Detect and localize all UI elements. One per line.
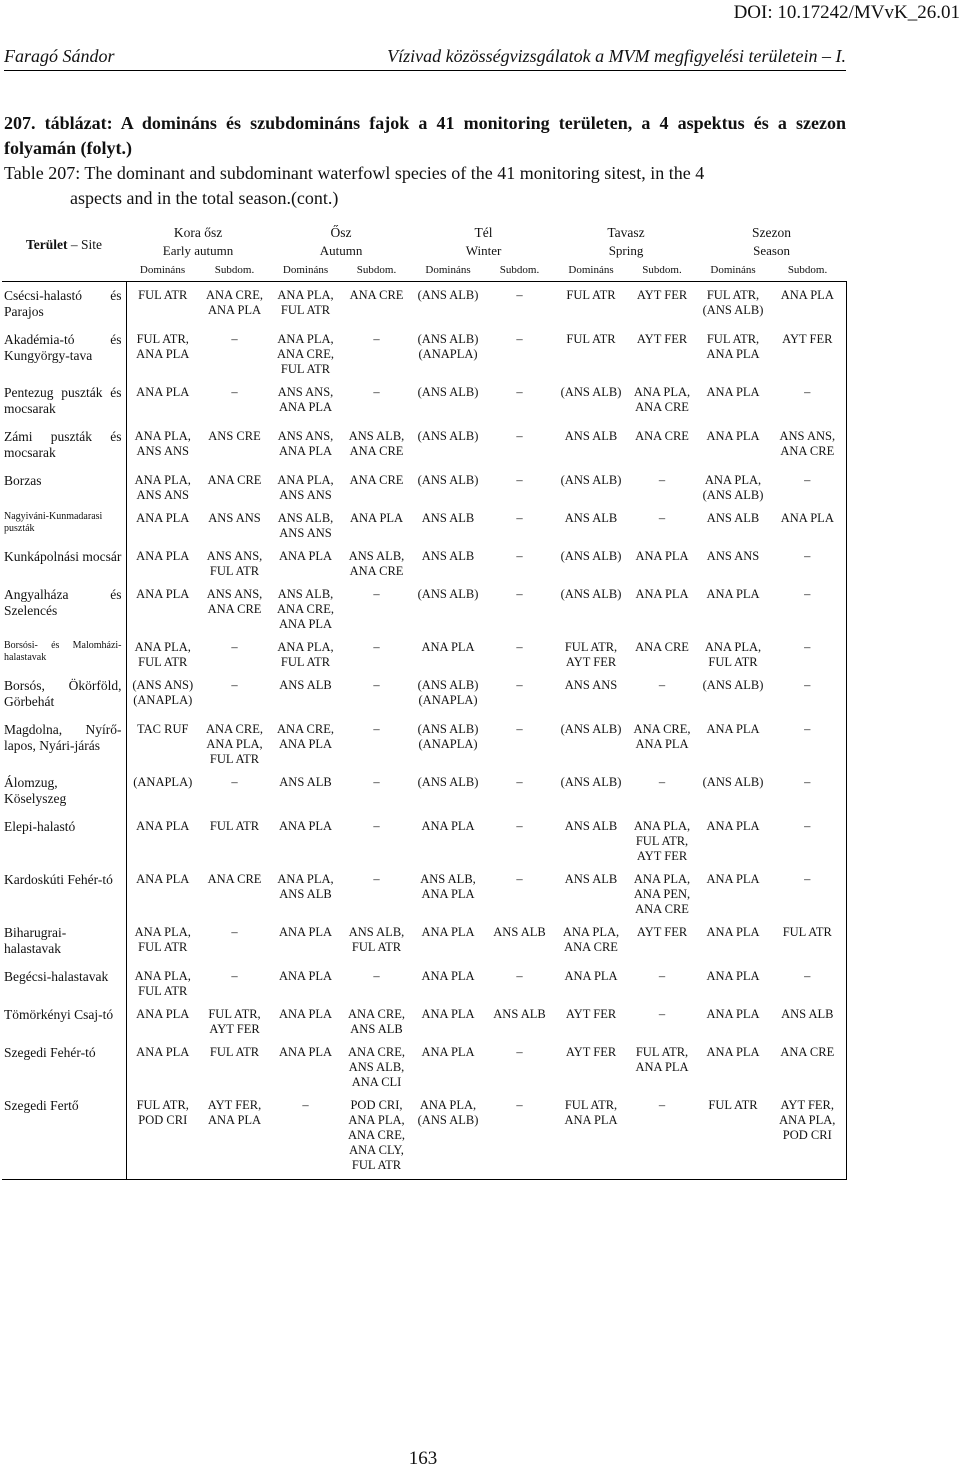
dominant-species-cell: FUL ATR, POD CRI: [126, 1092, 199, 1180]
dominant-species-cell: ANS ALB: [279, 678, 332, 692]
subdominant-species-cell: AYT FER: [769, 326, 846, 379]
dominant-species-cell: ANA PLA: [136, 1007, 190, 1021]
dominant-species-cell: ANA PLA: [421, 640, 475, 654]
dominant-species-cell: ANS ANS: [706, 549, 760, 563]
dominant-species-cell: (ANS ALB) (ANAPLA): [417, 332, 479, 361]
dominant-species-cell: ANA PLA: [278, 925, 333, 939]
subdominant-header: Subdom.: [769, 263, 846, 282]
subdominant-species-cell: –: [231, 775, 238, 789]
dominant-species-cell: (ANS ALB): [560, 775, 622, 789]
subdominant-species-cell: AYT FER, ANA PLA: [199, 1092, 270, 1180]
subdominant-species-cell: –: [658, 1007, 666, 1021]
table-row: [2, 963, 846, 1001]
dominant-species-cell: (ANS ALB): [417, 385, 479, 399]
subdominant-species-cell: –: [658, 473, 666, 487]
subdominant-species-cell: –: [516, 288, 523, 302]
table-row: [2, 1001, 846, 1039]
subdominant-species-cell: ANS ANS, FUL ATR: [206, 549, 263, 578]
dominant-species-cell: ANA PLA, FUL ATR: [134, 925, 191, 954]
subdominant-species-cell: FUL ATR, ANA PLA: [635, 1045, 689, 1074]
period-header: Tél: [474, 225, 493, 240]
subdominant-species-cell: ANA CRE: [635, 429, 689, 443]
dominant-species-cell: ANA PLA, ANA CRE: [562, 925, 620, 954]
table-row: [2, 769, 846, 813]
dominant-species-cell: (ANS ANS) (ANAPLA): [132, 678, 194, 707]
subdominant-species-cell: –: [769, 543, 846, 581]
subdominant-species-cell: –: [231, 640, 238, 654]
dominant-species-cell: ANA PLA: [421, 925, 475, 939]
site-name-cell: Begécsi-halastavak: [2, 963, 126, 1001]
table-row: [2, 543, 846, 581]
subdominant-species-cell: –: [769, 672, 846, 716]
dominant-species-cell: ANA PLA, FUL ATR: [704, 640, 762, 669]
subdominant-species-cell: ANS ALB: [769, 1001, 846, 1039]
table-caption: [4, 111, 846, 211]
table-row: [2, 866, 846, 919]
subdominant-species-cell: –: [516, 722, 523, 736]
site-name-cell: Zámi puszták és mocsarak: [2, 423, 126, 467]
subdominant-species-cell: ANS ALB, ANA CRE: [348, 549, 405, 578]
subdominant-species-cell: –: [231, 678, 238, 692]
dominant-species-cell: FUL ATR: [138, 288, 188, 302]
dominant-species-cell: ANS ALB, ANA PLA: [420, 872, 476, 901]
site-name-cell: Szegedi Fertő: [2, 1092, 126, 1180]
table-row: [2, 467, 846, 505]
dominant-species-cell: (ANS ALB): [560, 722, 622, 736]
subdominant-species-cell: –: [373, 819, 380, 833]
site-name-cell: Borzas: [2, 467, 126, 505]
dominant-species-cell: ANS ALB, ANA CRE, ANA PLA: [277, 587, 334, 631]
subdominant-species-cell: FUL ATR: [209, 819, 260, 833]
species-table: [2, 223, 847, 1180]
period-header-en: Season: [753, 243, 790, 258]
subheader-row: [2, 263, 846, 282]
dominant-species-cell: ANS ALB: [564, 872, 618, 886]
dominant-species-cell: (ANS ALB): [560, 587, 622, 601]
subdominant-species-cell: ANA PLA: [349, 511, 404, 525]
subdominant-species-cell: AYT FER, ANA PLA, POD CRI: [769, 1092, 846, 1180]
dominant-species-cell: (ANS ALB): [560, 385, 622, 399]
dominant-species-cell: ANA PLA: [136, 511, 190, 525]
dominant-species-cell: ANS ALB: [564, 819, 618, 833]
subdominant-species-cell: –: [516, 511, 523, 525]
period-header-en: Winter: [465, 243, 502, 258]
subdominant-species-cell: –: [516, 1045, 523, 1059]
dominant-species-cell: ANA PLA: [706, 819, 760, 833]
dominant-header: Domináns: [412, 263, 484, 282]
subdominant-species-cell: FUL ATR: [769, 919, 846, 963]
table-row: [2, 326, 846, 379]
site-name-cell: Tömörkényi Csaj-tó: [2, 1001, 126, 1039]
period-header: Tavasz: [607, 225, 645, 240]
site-name-cell: Magdolna, Nyírő-lapos, Nyári-járás: [2, 716, 126, 769]
page-number: 163: [408, 1448, 438, 1469]
dominant-species-cell: ANS ALB, ANS ANS: [277, 511, 334, 540]
dominant-species-cell: ANA PLA, ANS ANS: [277, 473, 334, 502]
subdominant-species-cell: –: [769, 634, 846, 672]
subdominant-species-cell: –: [373, 587, 380, 601]
dominant-species-cell: (ANS ALB): [417, 775, 479, 789]
subdominant-species-cell: –: [231, 385, 238, 399]
dominant-species-cell: (ANS ALB) (ANAPLA): [417, 678, 479, 707]
dominant-species-cell: (ANS ALB): [417, 429, 479, 443]
period-header-en: Early autumn: [162, 243, 234, 258]
subdominant-species-cell: ANS ANS, ANA CRE: [206, 587, 263, 616]
subdominant-species-cell: –: [769, 769, 846, 813]
subdominant-species-cell: –: [769, 866, 846, 919]
subdominant-species-cell: ANS ALB, FUL ATR: [348, 925, 405, 954]
subdominant-species-cell: ANA PLA: [635, 549, 689, 563]
site-name-cell: Kardoskúti Fehér-tó: [2, 866, 126, 919]
site-name-cell: Borsósi- és Malomházi-halastavak: [2, 634, 126, 672]
site-name-cell: Elepi-halastó: [2, 813, 126, 866]
subdominant-species-cell: ANA CRE, ANS ALB: [348, 1007, 405, 1036]
dominant-species-cell: ANS ALB: [421, 549, 475, 563]
dominant-species-cell: ANA PLA: [136, 1045, 190, 1059]
subdominant-species-cell: ANA PLA: [635, 587, 689, 601]
table-row: [2, 1039, 846, 1092]
subdominant-species-cell: AYT FER: [636, 288, 688, 302]
subdominant-species-cell: –: [373, 385, 380, 399]
dominant-species-cell: ANS ALB: [564, 429, 618, 443]
table-row: [2, 634, 846, 672]
dominant-species-cell: ANA PLA: [706, 722, 760, 736]
table-row: [2, 716, 846, 769]
subdominant-species-cell: –: [516, 385, 523, 399]
subdominant-species-cell: –: [516, 429, 523, 443]
subdominant-species-cell: –: [658, 511, 666, 525]
subdominant-species-cell: ANA PLA: [769, 282, 846, 327]
subdominant-species-cell: –: [373, 640, 380, 654]
site-name-cell: Csécsi-halastó és Parajos: [2, 282, 126, 327]
subdominant-species-cell: –: [516, 473, 523, 487]
subdominant-species-cell: AYT FER: [636, 332, 688, 346]
period-english-row: [2, 243, 846, 263]
period-header: Kora ősz: [173, 225, 223, 240]
site-name-cell: Angyalháza és Szelencés: [2, 581, 126, 634]
subdominant-species-cell: –: [516, 969, 523, 983]
dominant-species-cell: (ANS ALB): [702, 678, 764, 692]
dominant-species-cell: ANA PLA: [421, 969, 475, 983]
subdominant-species-cell: –: [769, 467, 846, 505]
dominant-species-cell: ANA PLA, ANS ALB: [277, 872, 334, 901]
dominant-species-cell: (ANS ALB): [560, 549, 622, 563]
subdominant-species-cell: –: [373, 678, 380, 692]
dominant-species-cell: ANA PLA: [278, 819, 333, 833]
dominant-species-cell: ANA PLA: [421, 1045, 475, 1059]
subdominant-species-cell: –: [769, 581, 846, 634]
dominant-species-cell: –: [270, 1092, 341, 1180]
subdominant-species-cell: –: [516, 332, 523, 346]
subdominant-species-cell: –: [373, 332, 380, 346]
running-head-author: Faragó Sándor: [4, 46, 115, 66]
dominant-species-cell: ANA PLA: [706, 429, 760, 443]
subdominant-species-cell: ANS ALB: [493, 1007, 546, 1021]
subdominant-species-cell: –: [658, 969, 666, 983]
dominant-species-cell: FUL ATR, AYT FER: [564, 640, 618, 669]
subdominant-species-cell: –: [769, 379, 846, 423]
subdominant-species-cell: FUL ATR: [209, 1045, 260, 1059]
period-header: Szezon: [752, 225, 792, 240]
subdominant-species-cell: –: [516, 549, 523, 563]
dominant-species-cell: ANS ANS, ANA PLA: [277, 385, 334, 414]
table-row: [2, 1092, 846, 1180]
dominant-species-cell: ANA PLA: [136, 549, 190, 563]
site-header-hu: Terület: [25, 236, 68, 252]
subdominant-species-cell: ANA PLA, ANA CRE: [633, 385, 691, 414]
dominant-species-cell: ANS ANS, ANA PLA: [277, 429, 334, 458]
subdominant-species-cell: –: [231, 969, 238, 983]
dominant-species-cell: AYT FER: [565, 1045, 617, 1059]
subdominant-species-cell: ANA CRE, ANA PLA: [206, 288, 263, 317]
dominant-species-cell: ANA PLA: [136, 819, 190, 833]
subdominant-species-cell: –: [658, 678, 666, 692]
dominant-species-cell: ANA PLA, FUL ATR: [134, 969, 191, 998]
site-name-cell: Borsós, Ökörföld, Görbehát: [2, 672, 126, 716]
dominant-species-cell: (ANS ALB) (ANAPLA): [417, 722, 479, 751]
dominant-species-cell: ANA PLA: [278, 969, 333, 983]
period-header-row: [2, 223, 846, 243]
subdominant-species-cell: ANA PLA, FUL ATR, AYT FER: [633, 819, 691, 863]
dominant-header: Domináns: [126, 263, 199, 282]
dominant-species-cell: ANS ALB: [279, 775, 332, 789]
subdominant-species-cell: –: [231, 925, 238, 939]
site-name-cell: Akadémia-tó és Kungyörgy-tava: [2, 326, 126, 379]
subdominant-header: Subdom.: [199, 263, 270, 282]
dominant-species-cell: ANA PLA: [278, 1007, 333, 1021]
dominant-header: Domináns: [555, 263, 627, 282]
subdominant-species-cell: ANA CRE: [349, 473, 404, 487]
dominant-species-cell: ANA PLA: [706, 1007, 760, 1021]
dominant-species-cell: ANA PLA: [278, 549, 333, 563]
dominant-species-cell: FUL ATR: [566, 288, 616, 302]
site-name-cell: Szegedi Fehér-tó: [2, 1039, 126, 1092]
dominant-species-cell: ANA PLA: [706, 1045, 760, 1059]
dominant-species-cell: ANA PLA: [136, 385, 190, 399]
subdominant-species-cell: POD CRI, ANA PLA, ANA CRE, ANA CLY, FUL ATR: [341, 1092, 412, 1180]
dominant-species-cell: TAC RUF: [137, 722, 189, 736]
subdominant-species-cell: ANA CRE: [635, 640, 689, 654]
subdominant-species-cell: –: [231, 332, 238, 346]
site-name-cell: Pentezug puszták és mocsarak: [2, 379, 126, 423]
subdominant-species-cell: –: [516, 640, 523, 654]
subdominant-species-cell: –: [373, 722, 380, 736]
dominant-species-cell: ANA PLA: [136, 587, 190, 601]
dominant-species-cell: ANA PLA, FUL ATR: [134, 640, 191, 669]
dominant-species-cell: FUL ATR, (ANS ALB): [702, 288, 764, 317]
subdominant-species-cell: ANA CRE, ANA PLA: [633, 722, 691, 751]
subdominant-species-cell: –: [769, 716, 846, 769]
subdominant-species-cell: –: [373, 872, 380, 886]
dominant-species-cell: ANA PLA, (ANS ALB): [412, 1092, 484, 1180]
dominant-species-cell: FUL ATR: [566, 332, 616, 346]
dominant-species-cell: ANA PLA: [706, 969, 760, 983]
site-name-cell: Kunkápolnási mocsár: [2, 543, 126, 581]
dominant-species-cell: ANA PLA, FUL ATR: [277, 288, 334, 317]
subdominant-header: Subdom.: [341, 263, 412, 282]
dominant-species-cell: ANA PLA: [706, 587, 760, 601]
site-name-cell: Álomzug, Köselyszeg: [2, 769, 126, 813]
dominant-species-cell: FUL ATR, ANA PLA: [706, 332, 760, 361]
subdominant-species-cell: –: [769, 813, 846, 866]
dominant-species-cell: ANA PLA: [136, 872, 190, 886]
table-body: [2, 282, 846, 1180]
dominant-species-cell: (ANS ALB): [417, 288, 479, 302]
subdominant-species-cell: –: [658, 775, 666, 789]
period-header-en: Spring: [608, 243, 644, 258]
subdominant-header: Subdom.: [484, 263, 555, 282]
table-row: [2, 379, 846, 423]
dominant-species-cell: ANA PLA: [564, 969, 618, 983]
dominant-species-cell: ANA PLA: [421, 819, 475, 833]
table-row: [2, 672, 846, 716]
period-header: Ősz: [330, 225, 352, 240]
table-row: [2, 505, 846, 543]
subdominant-species-cell: –: [373, 775, 380, 789]
dominant-species-cell: ANA PLA, ANS ANS: [134, 429, 191, 458]
dominant-species-cell: (ANAPLA): [133, 775, 193, 789]
subdominant-species-cell: –: [516, 872, 523, 886]
subdominant-species-cell: –: [516, 775, 523, 789]
dominant-header: Domináns: [697, 263, 769, 282]
table-row: [2, 813, 846, 866]
subdominant-species-cell: –: [516, 678, 523, 692]
subdominant-species-cell: ANS ALB: [493, 925, 546, 939]
empty-header-cell: [2, 263, 126, 282]
dominant-species-cell: FUL ATR, ANA PLA: [555, 1092, 627, 1180]
dominant-species-cell: FUL ATR: [697, 1092, 769, 1180]
doi-label: DOI: 10.17242/MVvK_26.01: [733, 2, 960, 23]
subdominant-species-cell: ANS ALB, ANA CRE: [348, 429, 405, 458]
dominant-species-cell: AYT FER: [565, 1007, 617, 1021]
subdominant-species-cell: ANS ANS: [208, 511, 261, 525]
subdominant-species-cell: ANS CRE: [208, 429, 261, 443]
site-column-header: [2, 223, 126, 263]
dominant-species-cell: ANS ANS: [564, 678, 618, 692]
caption-english-line1: Table 207: The dominant and subdominant waterfowl species of the 41 monitoring sitest, in the 4: [4, 163, 705, 183]
subdominant-header: Subdom.: [627, 263, 697, 282]
site-name-cell: Biharugrai-halastavak: [2, 919, 126, 963]
dominant-species-cell: ANA PLA: [278, 1045, 333, 1059]
dominant-species-cell: (ANS ALB): [417, 473, 479, 487]
caption-english-line2: aspects and in the total season.(cont.): [70, 188, 339, 208]
table-row: [2, 282, 846, 327]
subdominant-species-cell: ANA CRE: [769, 1039, 846, 1092]
dominant-species-cell: ANA PLA: [706, 385, 760, 399]
dominant-species-cell: FUL ATR, ANA PLA: [136, 332, 190, 361]
dominant-species-cell: ANA PLA: [706, 872, 760, 886]
site-header-en: – Site: [70, 236, 102, 252]
subdominant-species-cell: ANA PLA: [769, 505, 846, 543]
table-row: [2, 423, 846, 467]
subdominant-species-cell: ANA CRE: [349, 288, 404, 302]
subdominant-species-cell: ANA CRE, ANS ALB, ANA CLI: [348, 1045, 405, 1089]
dominant-species-cell: ANA PLA, ANS ANS: [134, 473, 191, 502]
dominant-header: Domináns: [270, 263, 341, 282]
subdominant-species-cell: –: [373, 969, 380, 983]
dominant-species-cell: ANS ALB: [421, 511, 475, 525]
dominant-species-cell: ANA PLA, ANA CRE, FUL ATR: [277, 332, 334, 376]
dominant-species-cell: ANS ALB: [706, 511, 760, 525]
subdominant-species-cell: AYT FER: [636, 925, 688, 939]
running-header: [4, 44, 846, 71]
subdominant-species-cell: –: [516, 587, 523, 601]
dominant-species-cell: ANA PLA: [421, 1007, 475, 1021]
dominant-species-cell: ANA CRE, ANA PLA: [277, 722, 334, 751]
caption-hungarian: 207. táblázat: A domináns és szubdomináns fajok a 41 monitoring területen, a 4 aspektus és a szezon folyamán (folyt.): [4, 113, 846, 158]
subdominant-species-cell: ANS ANS, ANA CRE: [769, 423, 846, 467]
subdominant-species-cell: ANA CRE: [207, 872, 262, 886]
subdominant-species-cell: ANA PLA, ANA PEN, ANA CRE: [633, 872, 691, 916]
subdominant-species-cell: –: [627, 1092, 697, 1180]
table-row: [2, 581, 846, 634]
subdominant-species-cell: –: [484, 1092, 555, 1180]
dominant-species-cell: (ANS ALB): [560, 473, 622, 487]
dominant-species-cell: ANS ALB: [564, 511, 618, 525]
subdominant-species-cell: ANA CRE: [207, 473, 262, 487]
dominant-species-cell: ANA PLA: [706, 925, 760, 939]
dominant-species-cell: ANA PLA, (ANS ALB): [702, 473, 764, 502]
dominant-species-cell: (ANS ALB): [417, 587, 479, 601]
subdominant-species-cell: FUL ATR, AYT FER: [208, 1007, 261, 1036]
subdominant-species-cell: ANA CRE, ANA PLA, FUL ATR: [206, 722, 263, 766]
site-name-cell: Nagyiváni-Kunmadarasi puszták: [2, 505, 126, 543]
period-header-en: Autumn: [319, 243, 363, 258]
subdominant-species-cell: –: [516, 819, 523, 833]
dominant-species-cell: ANA PLA, FUL ATR: [277, 640, 334, 669]
subdominant-species-cell: –: [769, 963, 846, 1001]
running-head-title: Vízivad közösségvizsgálatok a MVM megfigyelési területein – I.: [387, 46, 846, 66]
table-row: [2, 919, 846, 963]
dominant-species-cell: (ANS ALB): [702, 775, 764, 789]
